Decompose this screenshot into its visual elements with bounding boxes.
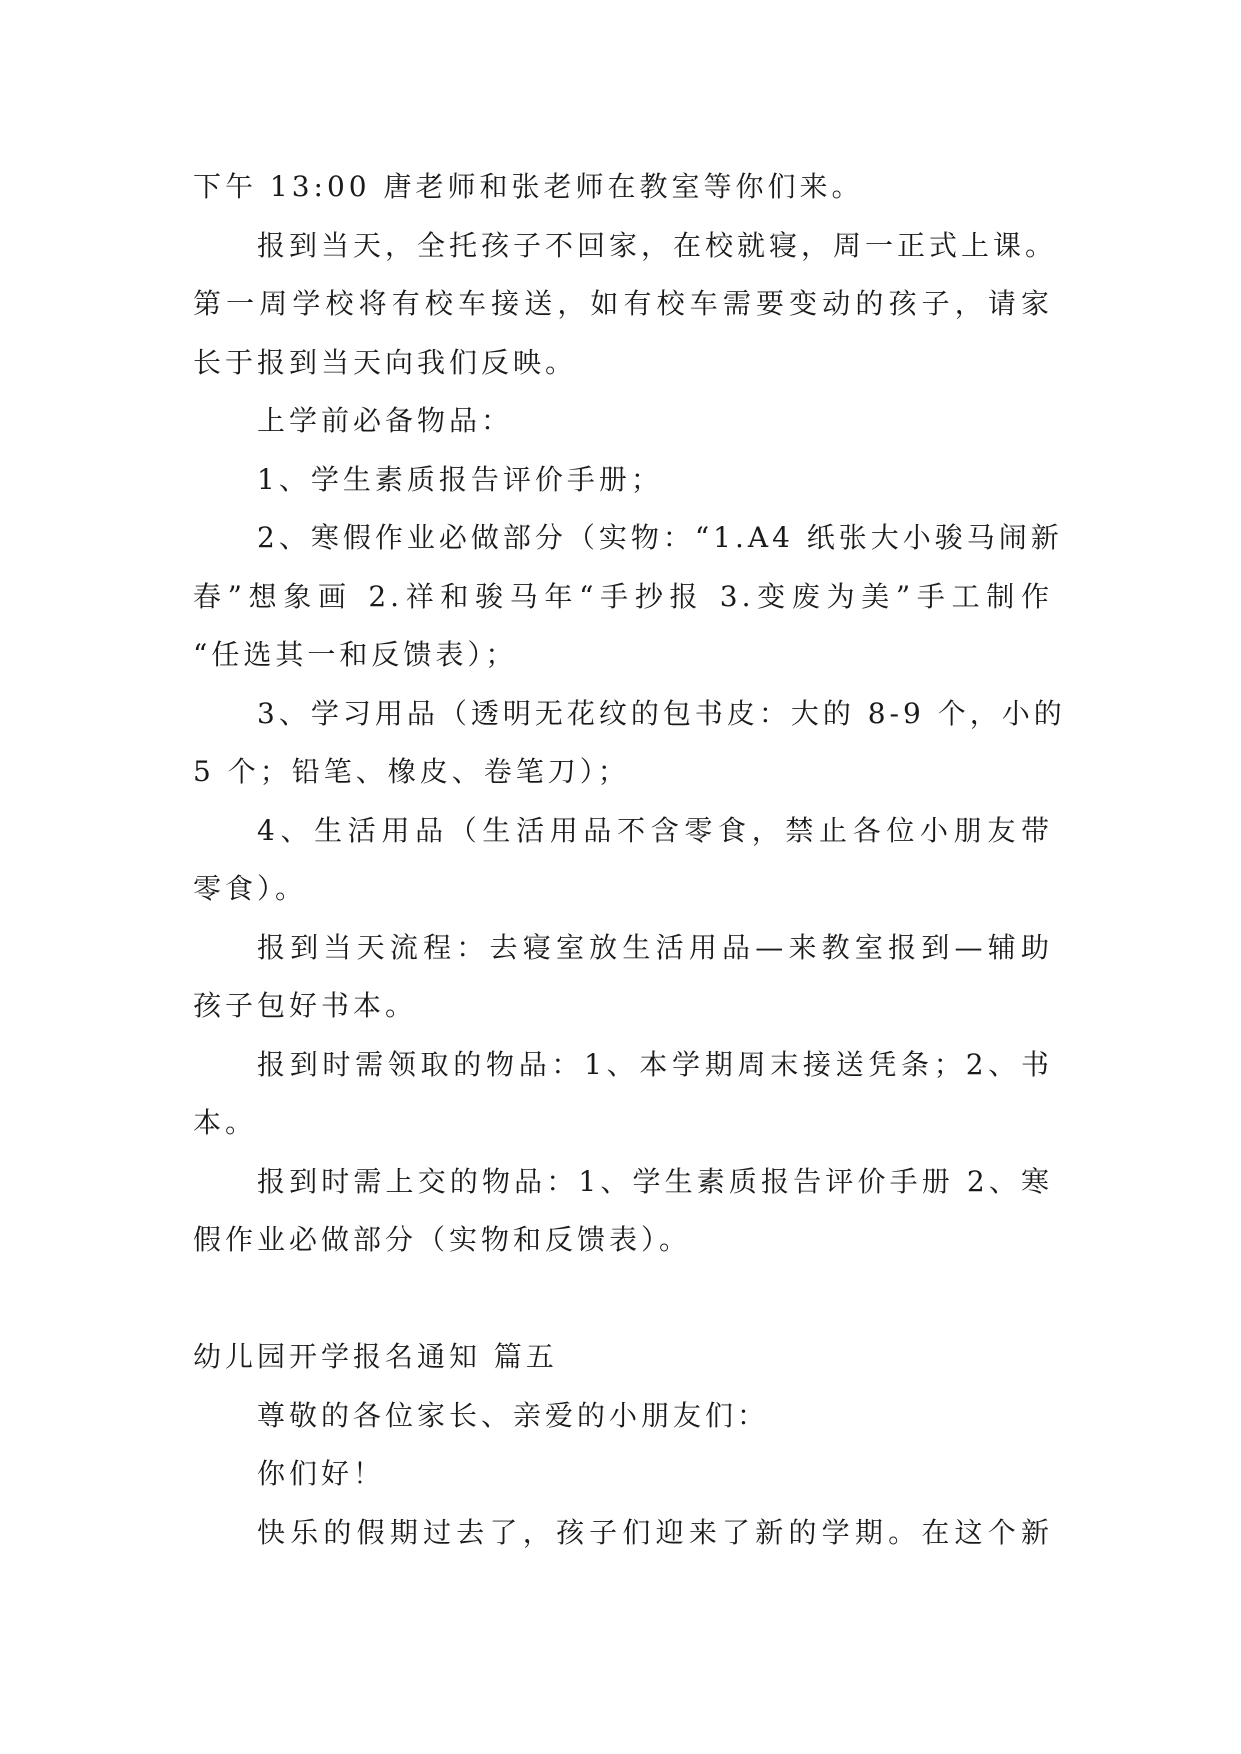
paragraph-line: 长于报到当天向我们反映。 <box>193 345 578 379</box>
list-item-continuation: 零食）。 <box>193 872 308 905</box>
greeting-line: 你们好！ <box>257 1457 386 1490</box>
paragraph-line: 假作业必做部分（实物和反馈表）。 <box>193 1223 692 1256</box>
paragraph-line: 第一周学校将有校车接送，如有校车需要变动的孩子，请家 <box>193 287 1053 320</box>
list-item: 4、生活用品（生活用品不含零食，禁止各位小朋友带 <box>257 813 1053 847</box>
list-item: 2、寒假作业必做部分（实物：“1.A4 纸张大小骏马闹新 <box>257 521 1063 554</box>
paragraph-line: 上学前必备物品： <box>257 404 514 437</box>
paragraph-line: 报到当天流程：去寝室放生活用品—来教室报到—辅助 <box>257 930 1053 964</box>
list-item-continuation: 春”想象画 2.祥和骏马年“手抄报 3.变废为美”手工制作 <box>193 579 1053 613</box>
greeting-line: 尊敬的各位家长、亲爱的小朋友们： <box>257 1398 770 1432</box>
paragraph-line: 孩子包好书本。 <box>193 989 418 1022</box>
paragraph-line: 本。 <box>193 1106 258 1139</box>
paragraph-line: 报到当天，全托孩子不回家，在校就寝，周一正式上课。 <box>257 228 1058 262</box>
section-title: 幼儿园开学报名通知 篇五 <box>193 1340 558 1373</box>
paragraph-line: 报到时需上交的物品：1、学生素质报告评价手册 2、寒 <box>257 1164 1053 1198</box>
section-spacer <box>193 1270 1053 1329</box>
paragraph-line: 下午 13:00 唐老师和张老师在教室等你们来。 <box>193 170 864 203</box>
list-item-continuation: 5 个；铅笔、橡皮、卷笔刀）； <box>193 755 630 788</box>
document-page <box>193 158 1066 1562</box>
list-item: 3、学习用品（透明无花纹的包书皮：大的 8-9 个，小的 <box>257 696 1066 730</box>
list-item: 1、学生素质报告评价手册； <box>257 462 663 496</box>
list-item-continuation: “任选其一和反馈表）； <box>193 638 518 671</box>
paragraph-line: 快乐的假期过去了，孩子们迎来了新的学期。在这个新 <box>257 1515 1053 1549</box>
paragraph-line: 报到时需领取的物品：1、本学期周末接送凭条；2、书 <box>257 1047 1053 1081</box>
